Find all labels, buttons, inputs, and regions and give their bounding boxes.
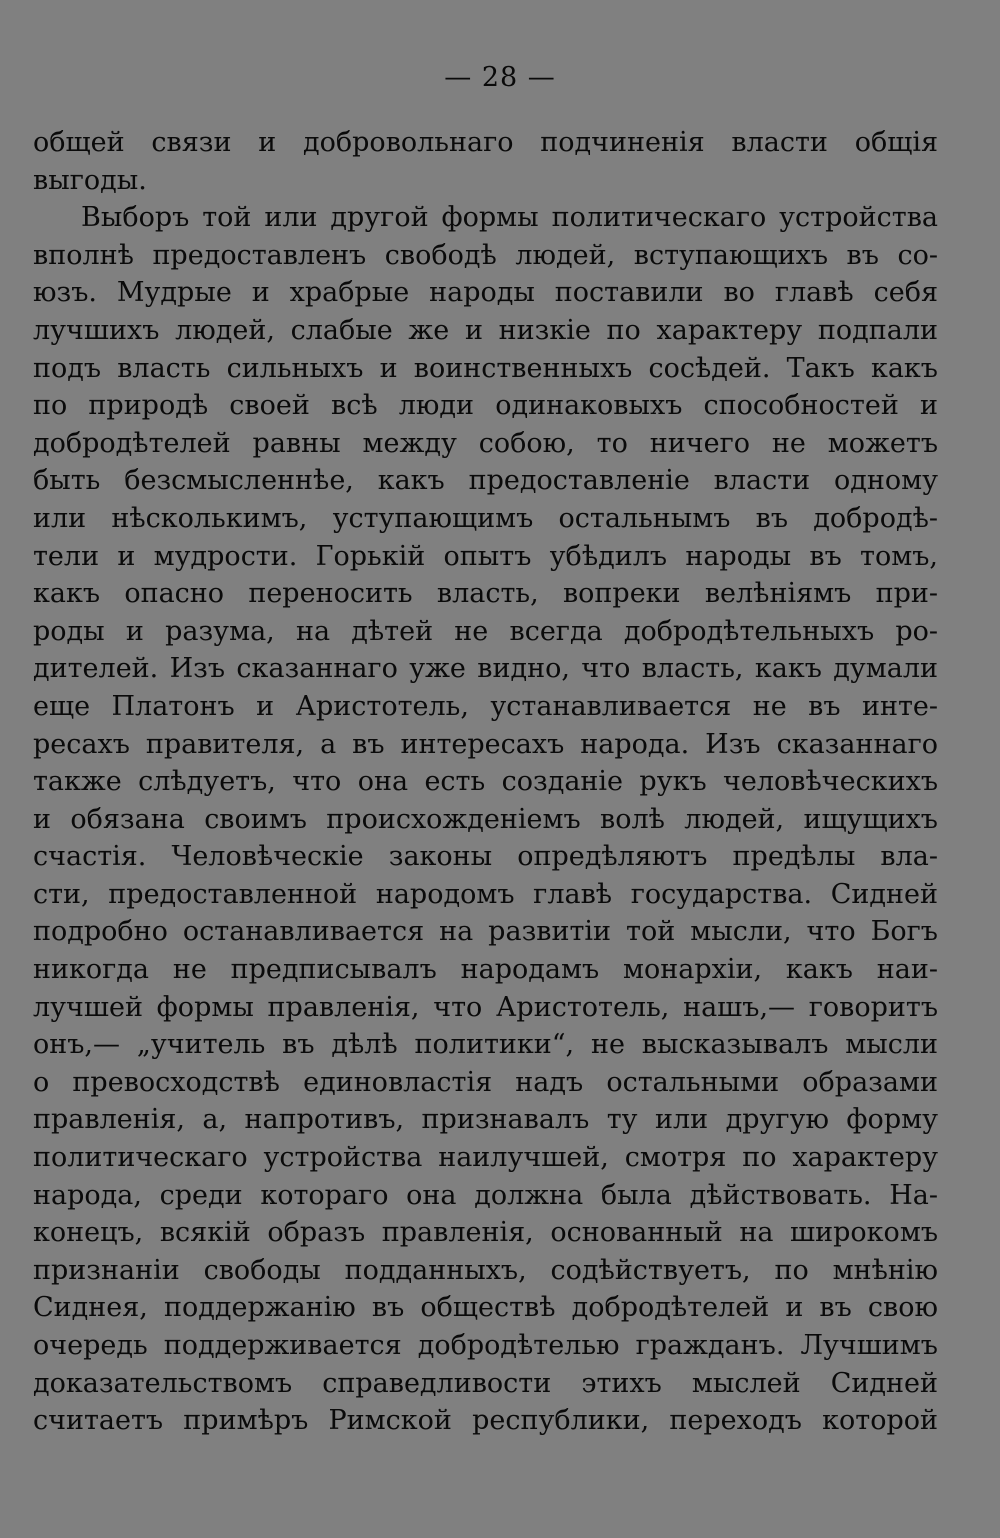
text-line: лучшей формы правленія, что Аристотель, нашъ,— говоритъ xyxy=(33,991,938,1023)
text-line: лучшихъ людей, слабые же и низкіе по характеру подпали xyxy=(33,314,938,346)
text-line: ресахъ правителя, а въ интересахъ народа. Изъ сказаннаго xyxy=(33,728,938,760)
page-number: — 28 — xyxy=(444,62,556,93)
text-line: счастія. Человѣческіе законы опредѣляютъ предѣлы вла- xyxy=(33,841,938,873)
text-line: дителей. Изъ сказаннаго уже видно, что власть, какъ думали xyxy=(33,653,938,685)
text-line: или нѣсколькимъ, уступающимъ остальнымъ въ добродѣ- xyxy=(33,502,938,534)
text-line: добродѣтелей равны между собою, то ничего не можетъ xyxy=(33,427,938,459)
text-line: подъ власть сильныхъ и воинственныхъ сосѣдей. Такъ какъ xyxy=(33,352,938,384)
text-line: правленія, а, напротивъ, признавалъ ту или другую форму xyxy=(33,1104,938,1136)
text-line: никогда не предписывалъ народамъ монархіи, какъ наи- xyxy=(33,954,938,986)
text-line: сти, предоставленной народомъ главѣ государства. Сидней xyxy=(33,878,938,910)
text-line: Выборъ той или другой формы политическаго устройства xyxy=(81,202,938,234)
text-line: очередь поддерживается добродѣтелью гражданъ. Лучшимъ xyxy=(33,1330,938,1361)
text-line: подробно останавливается на развитіи той мысли, что Богъ xyxy=(33,916,938,948)
text-line: народа, среди котораго она должна была дѣйствовать. На- xyxy=(33,1179,938,1211)
text-line: онъ,— „учитель въ дѣлѣ политики“, не высказывалъ мысли xyxy=(33,1029,938,1061)
text-line: признаніи свободы подданныхъ, содѣйствуетъ, по мнѣнію xyxy=(33,1254,938,1286)
text-line: считаетъ примѣръ Римской республики, переходъ которой xyxy=(33,1405,938,1437)
text-line: роды и разума, на дѣтей не всегда добродѣтельныхъ ро- xyxy=(33,615,938,647)
text-line: конецъ, всякій образъ правленія, основанный на широкомъ xyxy=(33,1217,938,1249)
text-line: юзъ. Мудрые и храбрые народы поставили во главѣ себя xyxy=(33,277,938,309)
text-line: быть безсмысленнѣе, какъ предоставленіе власти одному xyxy=(33,465,938,497)
text-line: также слѣдуетъ, что она есть созданіе рукъ человѣческихъ xyxy=(33,766,938,798)
text-line: о превосходствѣ единовластія надъ остальными образами xyxy=(33,1066,938,1098)
text-line: Сиднея, поддержанію въ обществѣ добродѣтелей и въ свою xyxy=(33,1292,938,1324)
text-line: выгоды. xyxy=(33,164,147,196)
body-text xyxy=(33,124,938,1440)
text-line: и обязана своимъ происхожденіемъ волѣ людей, ищущихъ xyxy=(33,803,938,835)
text-line: доказательствомъ справедливости этихъ мыслей Сидней xyxy=(33,1367,938,1399)
text-line: еще Платонъ и Аристотель, устанавливается не въ инте- xyxy=(33,690,938,722)
text-line: какъ опасно переносить власть, вопреки велѣніямъ при- xyxy=(33,578,938,610)
text-line: по природѣ своей всѣ люди одинаковыхъ способностей и xyxy=(33,390,938,422)
text-line: тели и мудрости. Горькій опытъ убѣдилъ народы въ томъ, xyxy=(33,540,938,572)
text-line: политическаго устройства наилучшей, смотря по характеру xyxy=(33,1142,938,1174)
text-line: общей связи и добровольнаго подчиненія власти общія xyxy=(33,127,938,158)
text-line: вполнѣ предоставленъ свободѣ людей, вступающихъ въ со- xyxy=(33,239,938,271)
